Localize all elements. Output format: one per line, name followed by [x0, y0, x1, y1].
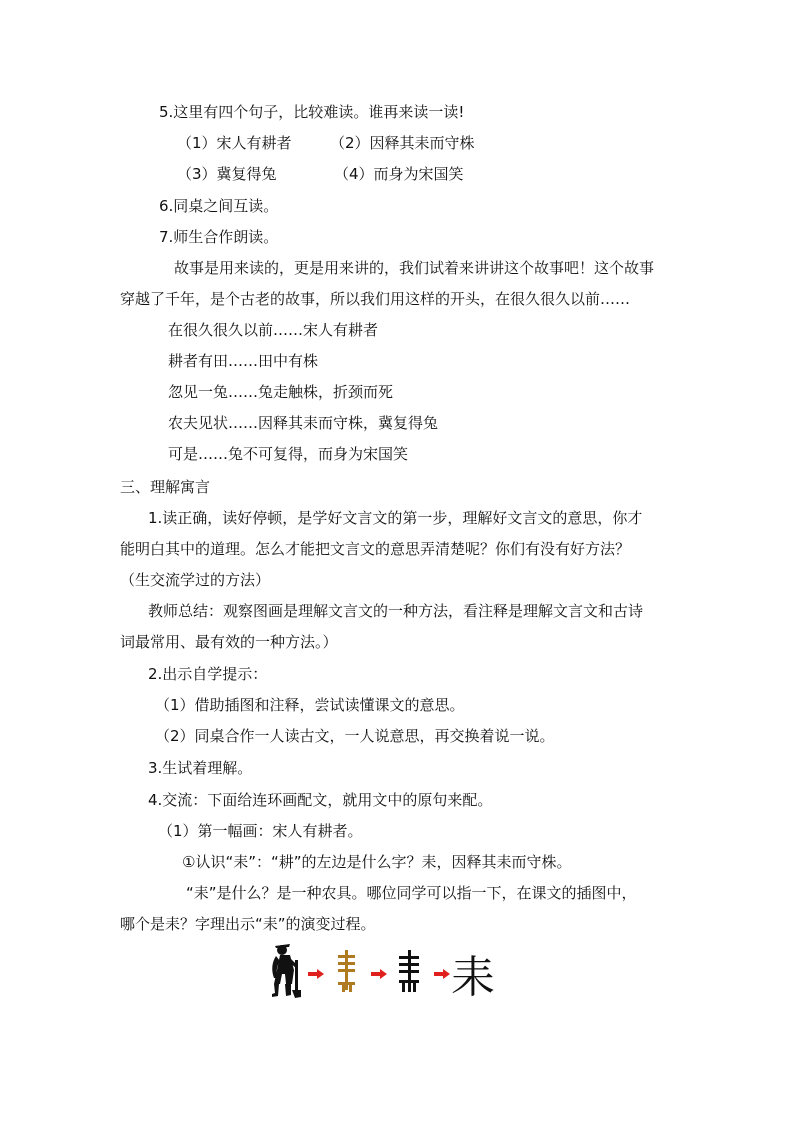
line-self-study: 2.出示自学提示： [148, 665, 268, 683]
lei-explanation-1: “耒”是什么？是一种农具。哪位同学可以指一下，在课文的插图中， [186, 884, 637, 902]
sentence-row-1 [0, 133, 794, 153]
arrow-2-icon [371, 969, 387, 979]
paragraph-story-2: 穿越了千年，是个古老的故事，所以我们用这样的开头，在很久很久以前…… [120, 290, 631, 308]
recognize-lei: ①认识“耒”：“耕”的左边是什么字？耒，因释其耒而守株。 [182, 853, 572, 871]
picture-1-caption: （1）第一幅画：宋人有耕者。 [158, 822, 363, 840]
sentence-4: （4）而身为宋国笑 [334, 165, 464, 183]
story-line-4: 农夫见状……因释其耒而守株，冀复得兔 [168, 414, 439, 432]
arrow-1-icon [308, 969, 324, 979]
arrow-3-icon [434, 969, 450, 979]
line-6: 6.同桌之间互读。 [159, 197, 279, 215]
farmer-pictogram-icon [272, 944, 301, 998]
line-try-understand: 3.生试着理解。 [148, 759, 253, 777]
line-7: 7.师生合作朗读。 [159, 228, 279, 246]
section-heading: 三、理解寓言 [120, 478, 211, 496]
paragraph-1-line-3: （生交流学过的方法） [120, 571, 271, 589]
bronze-lei-glyph-icon [338, 950, 355, 992]
sentence-row-2 [0, 164, 794, 184]
character-evolution-figure [268, 940, 498, 1000]
evolution-svg [268, 940, 498, 1000]
tip-1: （1）借助插图和注释，尝试读懂课文的意思。 [155, 696, 465, 714]
story-line-5: 可是……兔不可复得，而身为宋国笑 [168, 445, 409, 463]
teacher-summary-line-1: 教师总结：观察图画是理解文言文的一种方法，看注释是理解文言文和古诗 [148, 602, 644, 620]
line-1: 5.这里有四个句子，比较难读。谁再来读一读! [159, 103, 465, 121]
sentence-3: （3）冀复得兔 [177, 165, 277, 183]
sentence-1: （1）宋人有耕者 [177, 134, 292, 152]
story-line-1: 在很久很久以前……宋人有耕者 [168, 321, 379, 339]
tip-2: （2）同桌合作一人读古文，一人说意思，再交换着说一说。 [155, 727, 555, 745]
seal-lei-glyph-icon [399, 950, 419, 992]
paragraph-1-line-2: 能明白其中的道理。怎么才能把文言文的意思弄清楚呢？你们有没有好方法？ [120, 540, 631, 558]
lei-explanation-2: 哪个是耒？字理出示“耒”的演变过程。 [120, 915, 376, 933]
line-exchange: 4.交流：下面给连环画配文，就用文中的原句来配。 [148, 791, 493, 809]
modern-lei-character: 耒 [451, 952, 495, 1000]
story-line-3: 忽见一兔……兔走触株，折颈而死 [168, 383, 394, 401]
story-line-2: 耕者有田……田中有株 [168, 352, 319, 370]
sentence-2: （2）因释其耒而守株 [330, 134, 475, 152]
teacher-summary-line-2: 词最常用、最有效的一种方法。） [120, 633, 338, 651]
paragraph-1-line-1: 1.读正确，读好停顿，是学好文言文的第一步，理解好文言文的意思，你才 [148, 509, 643, 527]
paragraph-story-1: 故事是用来读的，更是用来讲的，我们试着来讲讲这个故事吧！这个故事 [174, 259, 655, 277]
